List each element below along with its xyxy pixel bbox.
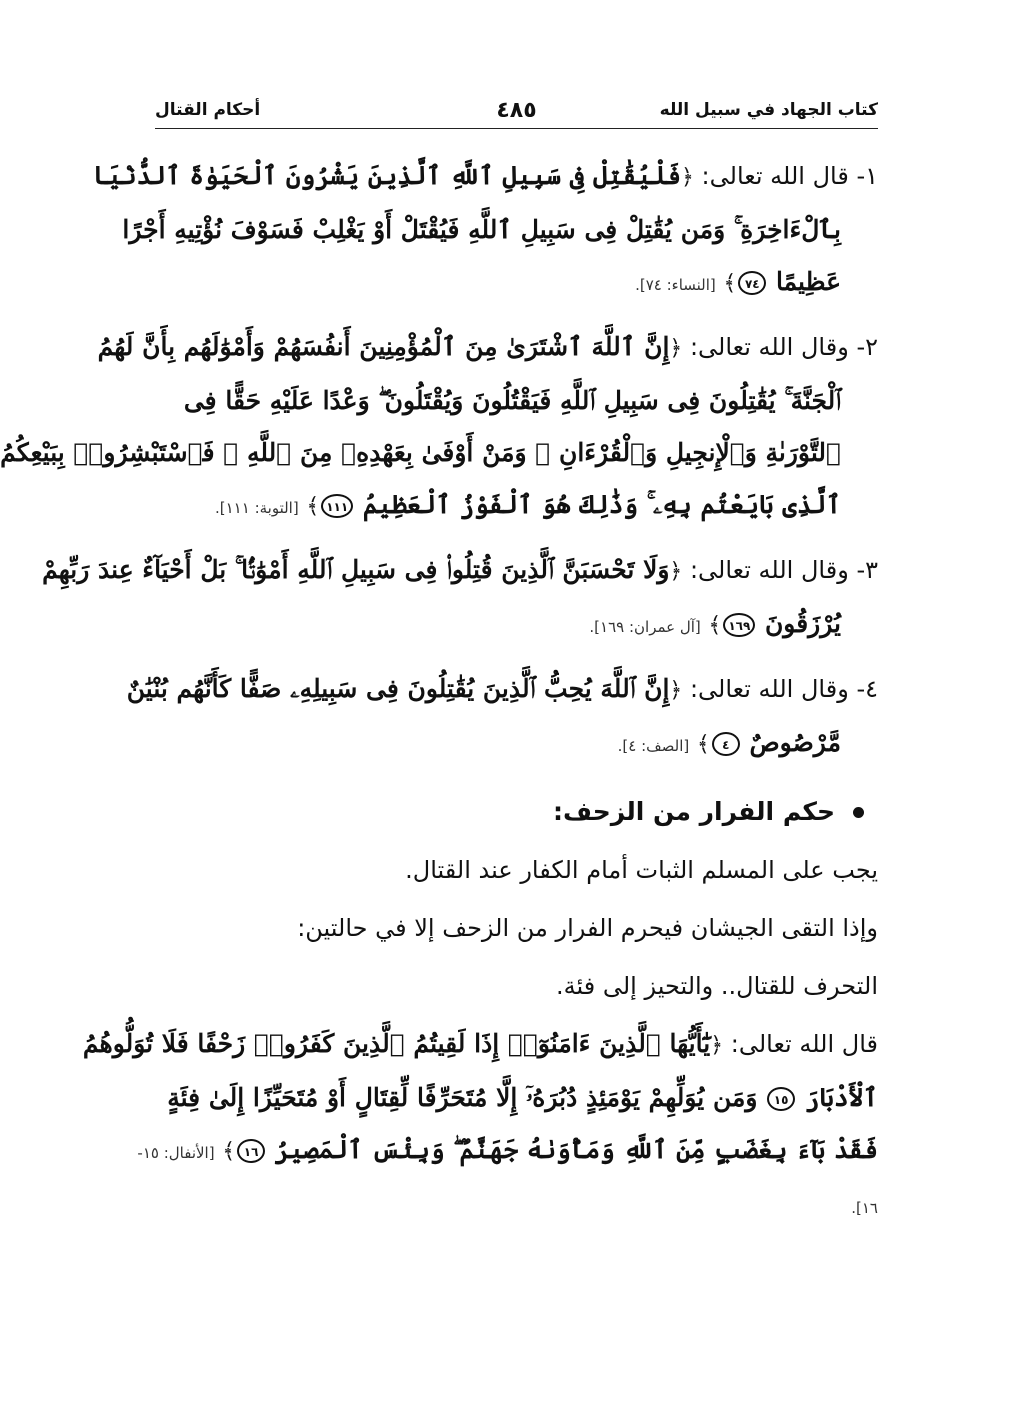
open-bracket-icon: ﴿ [669, 559, 683, 584]
open-bracket-icon: ﴿ [669, 336, 683, 361]
ayah-marker: ٤ [712, 732, 740, 756]
item-line [0, 427, 878, 479]
list-item [92, 150, 878, 311]
verse-text: ٱلتَّوْرَىٰةِ وَٱلْإِنجِيلِ وَٱلْقُرْءَانِ ۚ وَمَنْ أَوْفَىٰ بِعَهْدِهِۦ مِنَ ٱللَّهِ ۚ فَٱسْتَبْشِرُوا۟ بِبَيْعِكُمُ [0, 438, 841, 467]
bullet-icon [853, 807, 864, 818]
item-number: ٢- [856, 333, 878, 361]
list-item [0, 321, 878, 534]
close-bracket-icon: ﴾ [306, 494, 320, 519]
item-line [155, 479, 878, 534]
verse-reference: [الأنفال: ١٥- [137, 1144, 215, 1162]
close-bracket-icon: ﴾ [708, 613, 722, 638]
verse-text: ٱلْجَنَّةَ ۚ يُقَٰتِلُونَ فِى سَبِيلِ ٱللَّهِ فَيَقْتُلُونَ وَيُقْتَلُونَ ۖ وَعْدًا عَلَيْهِ حَقًّا فِى [183, 386, 841, 415]
open-bracket-icon: ﴿ [681, 165, 694, 190]
verse-line [155, 1179, 878, 1234]
item-intro: وقال الله تعالى: [689, 556, 849, 584]
item-line [42, 544, 878, 598]
page-number: ٤٨٥ [496, 98, 537, 123]
item-line [126, 663, 878, 717]
verse-text: بِٱلْءَاخِرَةِ ۚ وَمَن يُقَٰتِلْ فِى سَبِيلِ ٱللَّهِ فَيُقْتَلْ أَوْ يَغْلِبْ فَسَوْفَ نُؤْتِيهِ أَجْرًا [122, 215, 841, 244]
close-bracket-icon: ﴾ [696, 732, 710, 757]
verse-reference-continued: ١٦]. [851, 1199, 878, 1217]
item-number: ١- [856, 162, 878, 190]
chapter-title: أحكام القتال [155, 100, 261, 120]
item-line [155, 256, 878, 311]
item-intro: قال الله تعالى: [701, 162, 849, 190]
open-bracket-icon: ﴿ [710, 1033, 724, 1058]
verse-text: فَقَدْ بَآءَ بِغَضَبٍ مِّنَ ٱللَّهِ وَمَأْوَىٰهُ جَهَنَّمُ ۖ وَبِئْسَ ٱلْمَصِيرُ [274, 1135, 878, 1164]
paragraph: التحرف للقتال.. والتحيز إلى فئة. [556, 972, 878, 1000]
verse-reference: [النساء: ٧٤]. [635, 276, 716, 294]
item-line [155, 375, 878, 427]
verse-text: إِنَّ ٱللَّهَ يُحِبُّ ٱلَّذِينَ يُقَٰتِلُونَ فِى سَبِيلِهِۦ صَفًّا كَأَنَّهُم بُنْيَٰنٌ [126, 674, 670, 703]
ayah-marker: ١١١ [321, 494, 353, 518]
verse-reference: [آل عمران: ١٦٩]. [589, 618, 701, 636]
item-intro: وقال الله تعالى: [689, 333, 849, 361]
verse-text: يُرْزَقُونَ [764, 609, 841, 638]
verse-text: ٱلَّذِى بَايَعْتُم بِهِۦ ۚ وَذَٰلِكَ هُوَ ٱلْفَوْزُ ٱلْعَظِيمُ [362, 490, 841, 519]
open-bracket-icon: ﴿ [669, 678, 683, 703]
verse-text: ٱلْأَدْبَارَ [804, 1083, 878, 1112]
item-line [155, 598, 878, 653]
verse-text: وَمَن يُوَلِّهِمْ يَوْمَئِذٍ دُبُرَهُۥٓ إِلَّا مُتَحَرِّفًا لِّقِتَالٍ أَوْ مُتَحَيِّزًا إِلَىٰ فِئَةٍ [167, 1083, 758, 1112]
list-item [126, 663, 878, 772]
verse-reference: [التوبة: ١١١]. [215, 499, 299, 517]
close-bracket-icon: ﴾ [723, 271, 737, 296]
verse-text: مَّرْصُوصٌ [749, 728, 841, 757]
verse-line [155, 1072, 878, 1124]
book-title: كتاب الجهاد في سبيل الله [659, 100, 878, 120]
verse-text: إِنَّ ٱللَّهَ ٱشْتَرَىٰ مِنَ ٱلْمُؤْمِنِينَ أَنفُسَهُمْ وَأَمْوَٰلَهُم بِأَنَّ لَهُمُ [97, 332, 670, 361]
item-line [155, 717, 878, 772]
item-line [122, 204, 878, 256]
item-number: ٤- [856, 675, 878, 703]
section-heading [155, 782, 878, 842]
section-title: حكم الفرار من الزحف: [552, 797, 835, 826]
item-line [97, 321, 878, 375]
paragraph: يجب على المسلم الثبات أمام الكفار عند القتال. [405, 856, 878, 884]
verse-reference: [الصف: ٤]. [617, 737, 690, 755]
verse-line [137, 1124, 878, 1179]
verse-intro: قال الله تعالى: [730, 1030, 878, 1058]
ayah-marker: ١٦ [237, 1139, 265, 1163]
verse-text: يَٰٓأَيُّهَا ٱلَّذِينَ ءَامَنُوٓا۟ إِذَا لَقِيتُمُ ٱلَّذِينَ كَفَرُوا۟ زَحْفًا فَلَا تُوَلُّوهُمُ [82, 1029, 711, 1058]
close-bracket-icon: ﴾ [222, 1139, 236, 1164]
ayah-marker: ٧٤ [738, 271, 766, 295]
item-intro: وقال الله تعالى: [689, 675, 849, 703]
ayah-marker: ١٦٩ [723, 613, 755, 637]
verse-text: فَلْيُقَٰتِلْ فِى سَبِيلِ ٱللَّهِ ٱلَّذِينَ يَشْرُونَ ٱلْحَيَوٰةَ ٱلدُّنْيَا [92, 161, 682, 190]
list-item [42, 544, 878, 653]
item-line [92, 150, 878, 204]
item-number: ٣- [856, 556, 878, 584]
verse-text: وَلَا تَحْسَبَنَّ ٱلَّذِينَ قُتِلُوا۟ فِى سَبِيلِ ٱللَّهِ أَمْوَٰتًۢا ۚ بَلْ أَحْيَآءٌ عِندَ رَبِّهِمْ [42, 555, 670, 584]
ayah-marker: ١٥ [767, 1087, 795, 1111]
final-verse [82, 1018, 878, 1234]
page-body [0, 150, 878, 1244]
verse-line [82, 1018, 878, 1072]
page-header [155, 98, 878, 129]
paragraph: وإذا التقى الجيشان فيحرم الفرار من الزحف إلا في حالتين: [297, 914, 878, 942]
verse-text: عَظِيمًا [775, 267, 841, 296]
